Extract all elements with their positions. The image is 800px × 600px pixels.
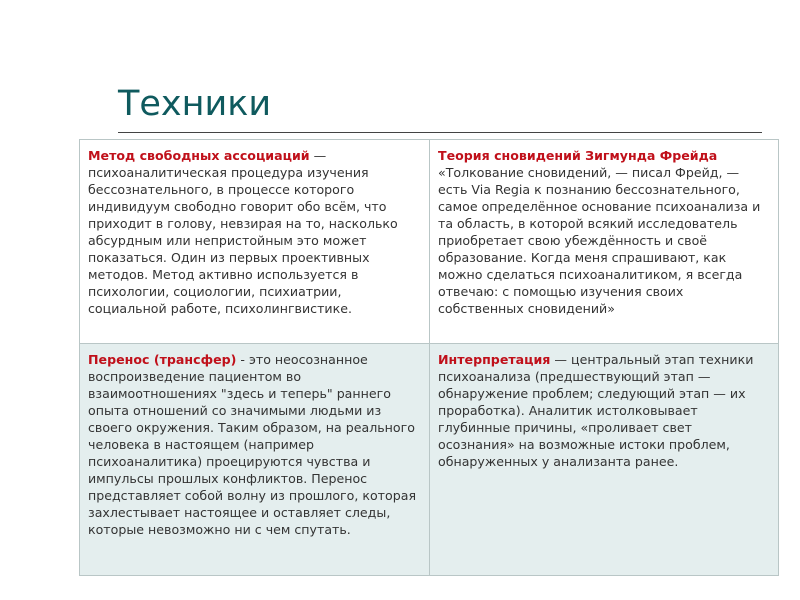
title-divider <box>118 132 762 133</box>
cell-dream-theory <box>430 140 779 344</box>
definition-transference: - это неосознанное воспроизведение пациентом во взаимоотношениях "здесь и теперь" раннего опыта отношений со значимыми людьми из своего окружения. Таким образом, на реального человека в настоящем (например психоаналитика) проецируются чувства и импульсы прошлых конфликтов. Перенос представляет собой волну из прошлого, которая захлестывает настоящее и оставляет следы, которые невозможно ни с чем спутать. <box>88 352 417 537</box>
term-transference: Перенос (трансфер) <box>88 352 237 367</box>
term-free-association: Метод свободных ассоциаций <box>88 148 310 163</box>
cell-free-association <box>80 140 430 344</box>
table-row <box>80 140 779 344</box>
definition-free-association: — психоаналитическая процедура изучения бессознательного, в процессе которого индивидуум свободно говорит обо всём, что приходит в голову, невзирая на то, насколько абсурдным или непристойным это может показаться. Один из первых проективных методов. Метод активно используется в психологии, социологии, психиатрии, социальной работе, психолингвистике. <box>88 148 398 316</box>
cell-interpretation <box>430 344 779 576</box>
definition-interpretation: — центральный этап техники психоанализа (предшествующий этап — обнаружение проблем; следующий этап — их проработка). Аналитик истолковывает глубинные причины, «проливает свет осознания» на возможные истоки проблем, обнаруженных у анализанта ранее. <box>438 352 754 469</box>
definition-dream-theory: «Толкование сновидений, — писал Фрейд, — есть Via Regia к познанию бессознательного, самое определённое основание психоанализа и та область, в которой всякий исследователь приобретает свою убеждённость и своё образование. Когда меня спрашивают, как можно сделаться психоаналитиком, я всегда отвечаю: с помощью изучения своих собственных сновидений» <box>438 165 761 316</box>
term-dream-theory: Теория сновидений Зигмунда Фрейда <box>438 148 718 163</box>
table-row <box>80 344 779 576</box>
term-interpretation: Интерпретация <box>438 352 551 367</box>
cell-transference <box>80 344 430 576</box>
techniques-table <box>79 139 779 576</box>
slide-title: Техники <box>118 84 272 124</box>
